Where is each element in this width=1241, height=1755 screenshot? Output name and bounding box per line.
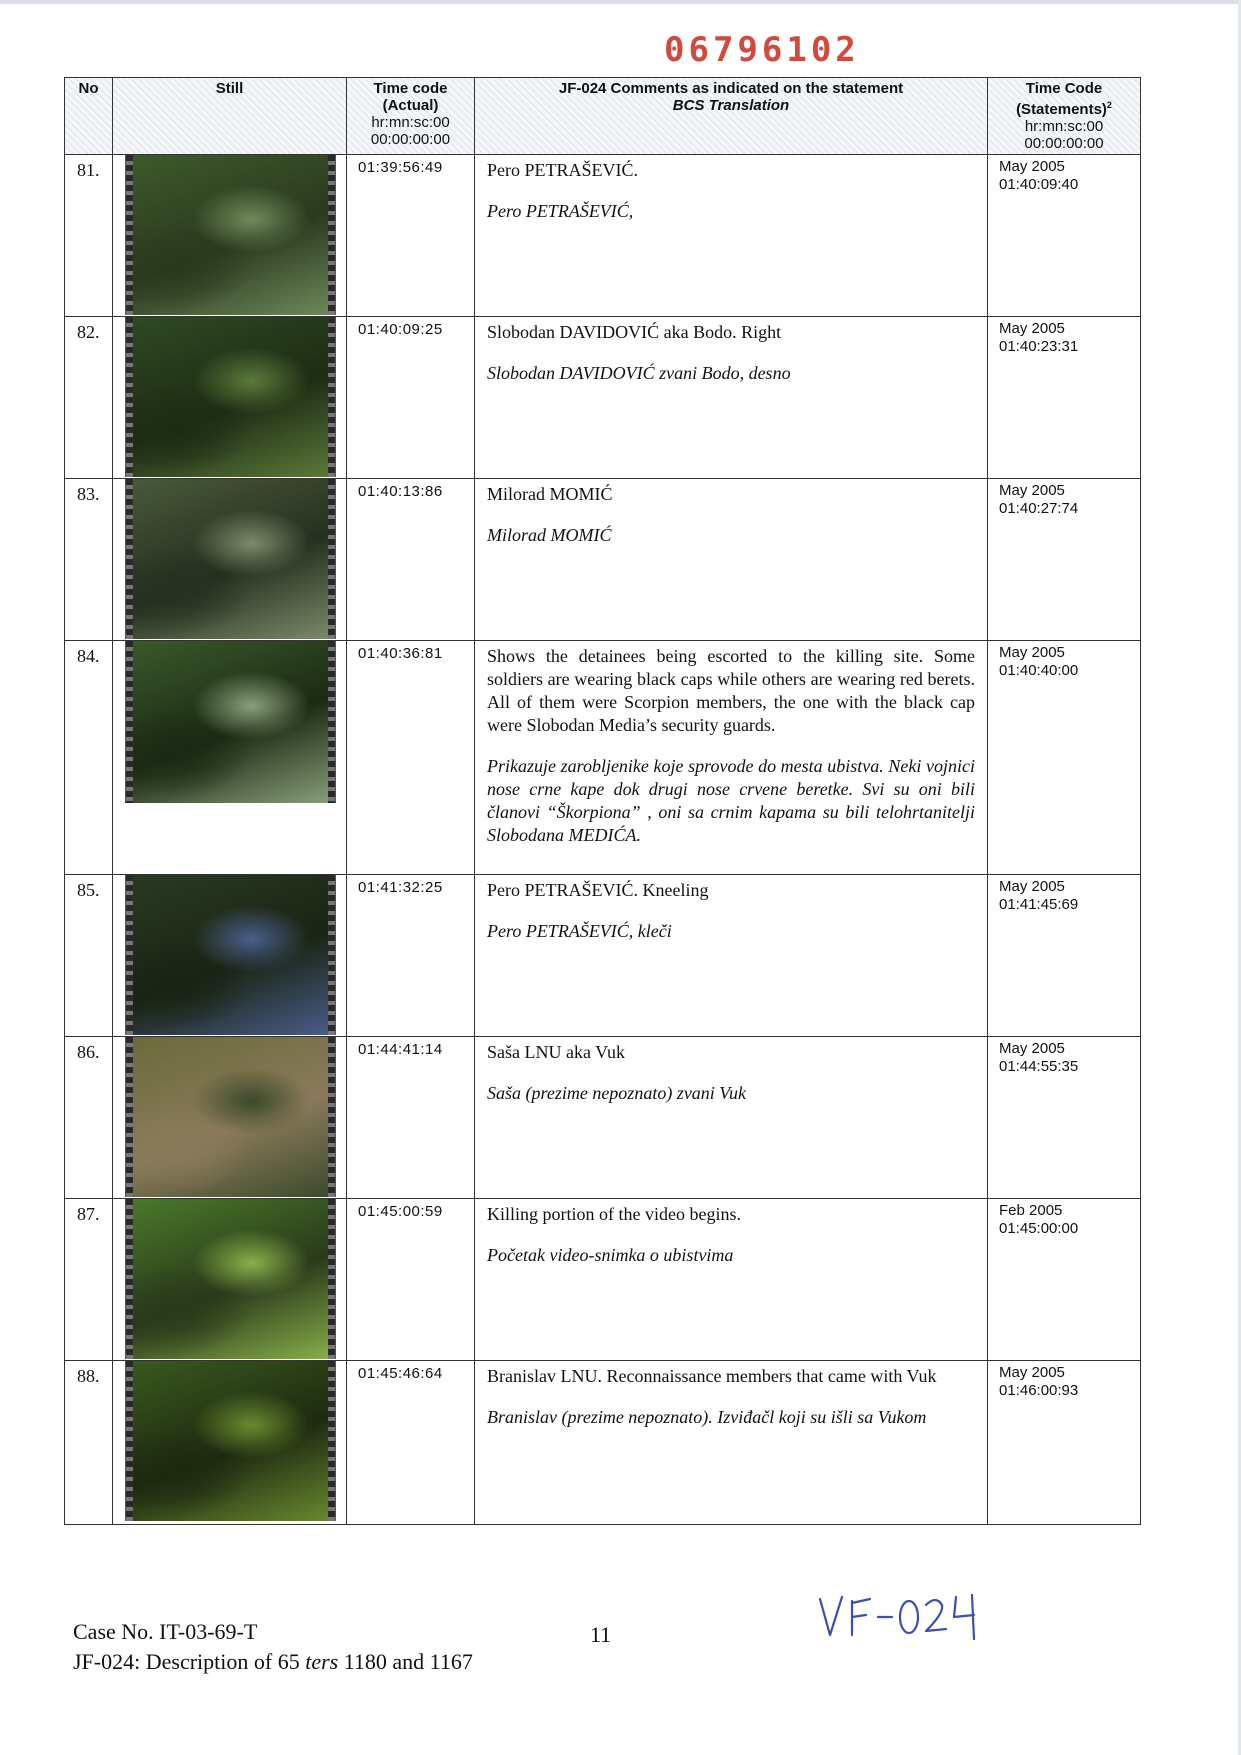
video-still-image bbox=[125, 155, 336, 315]
comment-bcs-translation: Početak video-snimka o ubistvima bbox=[487, 1245, 734, 1265]
row-number: 82. bbox=[65, 317, 113, 479]
comment-bcs-translation: Prikazuje zarobljenike koje sprovode do mesta ubistva. Neki vojnici nose crne kape dok drugi nose crvene beretke. Svi su oni bili članovi “Škorpiona” , oni sa crnim kapama su bili telohrtanitelji Slobodana MEDIĆA. bbox=[487, 756, 975, 845]
film-sprocket-right bbox=[328, 317, 335, 477]
film-sprocket-right bbox=[328, 641, 335, 803]
film-sprocket-right bbox=[328, 1037, 335, 1197]
table-row bbox=[65, 479, 1141, 641]
row-number: 87. bbox=[65, 1199, 113, 1361]
comment-cell bbox=[475, 641, 988, 875]
film-sprocket-left bbox=[126, 479, 133, 639]
film-sprocket-left bbox=[126, 155, 133, 315]
film-sprocket-right bbox=[328, 1361, 335, 1521]
statement-timecode: Feb 2005 01:45:00:00 bbox=[988, 1199, 1141, 1361]
comment-english: Milorad MOMIĆ bbox=[487, 484, 613, 504]
actual-timecode: 01:39:56:49 bbox=[347, 155, 475, 317]
film-sprocket-right bbox=[328, 155, 335, 315]
statement-timecode: May 2005 01:40:09:40 bbox=[988, 155, 1141, 317]
statement-timecode: May 2005 01:40:23:31 bbox=[988, 317, 1141, 479]
comment-english: Shows the detainees being escorted to the killing site. Some soldiers are wearing black caps while others are wearing red berets. All of them were Scorpion members, the one with the black cap were Slobodan Media’s security guards. bbox=[487, 646, 975, 735]
table-row bbox=[65, 1199, 1141, 1361]
statement-timecode: May 2005 01:41:45:69 bbox=[988, 875, 1141, 1037]
comment-english: Killing portion of the video begins. bbox=[487, 1204, 741, 1224]
comment-cell bbox=[475, 1361, 988, 1525]
header-statement-timecode: Time Code (Statements)$^2$ hr:mn:sc:00 00:00:00:00 bbox=[988, 78, 1141, 155]
footer-description: JF-024: Description of 65 ters 1180 and 1167 bbox=[73, 1649, 473, 1674]
comment-cell bbox=[475, 1199, 988, 1361]
table-row bbox=[65, 641, 1141, 875]
still-cell bbox=[113, 875, 347, 1037]
comment-bcs-translation: Milorad MOMIĆ bbox=[487, 525, 612, 545]
film-sprocket-left bbox=[126, 1199, 133, 1359]
actual-timecode: 01:45:46:64 bbox=[347, 1361, 475, 1525]
comment-cell bbox=[475, 317, 988, 479]
comment-cell bbox=[475, 1037, 988, 1199]
still-cell bbox=[113, 317, 347, 479]
film-sprocket-left bbox=[126, 875, 133, 1035]
statement-timecode: May 2005 01:46:00:93 bbox=[988, 1361, 1141, 1525]
page-number: 11 bbox=[590, 1622, 612, 1647]
row-number: 84. bbox=[65, 641, 113, 875]
table-row bbox=[65, 1361, 1141, 1525]
comment-cell bbox=[475, 155, 988, 317]
comment-bcs-translation: Pero PETRAŠEVIĆ, bbox=[487, 201, 634, 221]
film-sprocket-left bbox=[126, 1361, 133, 1521]
video-still-image bbox=[125, 875, 336, 1035]
header-comments: JF-024 Comments as indicated on the statement BCS Translation bbox=[475, 78, 988, 155]
film-sprocket-left bbox=[126, 1037, 133, 1197]
comment-bcs-translation: Pero PETRAŠEVIĆ, kleči bbox=[487, 921, 672, 941]
comment-bcs-translation: Saša (prezime nepoznato) zvani Vuk bbox=[487, 1083, 746, 1103]
table-row bbox=[65, 317, 1141, 479]
comment-english: Slobodan DAVIDOVIĆ aka Bodo. Right bbox=[487, 322, 782, 342]
transcript-table bbox=[64, 77, 1141, 1525]
statement-timecode: May 2005 01:40:27:74 bbox=[988, 479, 1141, 641]
film-sprocket-right bbox=[328, 479, 335, 639]
comment-bcs-translation: Slobodan DAVIDOVIĆ zvani Bodo, desno bbox=[487, 363, 791, 383]
row-number: 81. bbox=[65, 155, 113, 317]
page-top-edge bbox=[0, 0, 1241, 4]
actual-timecode: 01:40:09:25 bbox=[347, 317, 475, 479]
row-number: 85. bbox=[65, 875, 113, 1037]
comment-english: Branislav LNU. Reconnaissance members that came with Vuk bbox=[487, 1366, 937, 1386]
header-no: No bbox=[65, 78, 113, 155]
statement-timecode: May 2005 01:44:55:35 bbox=[988, 1037, 1141, 1199]
film-sprocket-left bbox=[126, 317, 133, 477]
still-cell bbox=[113, 1199, 347, 1361]
video-still-image bbox=[125, 1199, 336, 1359]
header-timecode: Time code (Actual) hr:mn:sc:00 00:00:00:00 bbox=[347, 78, 475, 155]
bates-number: 06796102 bbox=[664, 30, 860, 70]
actual-timecode: 01:45:00:59 bbox=[347, 1199, 475, 1361]
comment-english: Saša LNU aka Vuk bbox=[487, 1042, 626, 1062]
film-sprocket-right bbox=[328, 1199, 335, 1359]
comment-cell bbox=[475, 479, 988, 641]
video-still-image bbox=[125, 641, 336, 803]
row-number: 88. bbox=[65, 1361, 113, 1525]
table-row bbox=[65, 875, 1141, 1037]
video-still-image bbox=[125, 479, 336, 639]
footer-case-number: Case No. IT-03-69-T bbox=[73, 1619, 258, 1644]
video-still-image bbox=[125, 1037, 336, 1197]
row-number: 86. bbox=[65, 1037, 113, 1199]
statement-timecode: May 2005 01:40:40:00 bbox=[988, 641, 1141, 875]
handwritten-stamp bbox=[816, 1583, 986, 1658]
comment-english: Pero PETRAŠEVIĆ. bbox=[487, 160, 639, 180]
film-sprocket-left bbox=[126, 641, 133, 803]
actual-timecode: 01:44:41:14 bbox=[347, 1037, 475, 1199]
table-row bbox=[65, 155, 1141, 317]
actual-timecode: 01:40:36:81 bbox=[347, 641, 475, 875]
row-number: 83. bbox=[65, 479, 113, 641]
table-header-row bbox=[65, 78, 1141, 155]
video-still-image bbox=[125, 317, 336, 477]
video-still-image bbox=[125, 1361, 336, 1521]
still-cell bbox=[113, 479, 347, 641]
comment-cell bbox=[475, 875, 988, 1037]
still-cell bbox=[113, 1361, 347, 1525]
still-cell bbox=[113, 641, 347, 875]
comment-english: Pero PETRAŠEVIĆ. Kneeling bbox=[487, 880, 709, 900]
still-cell bbox=[113, 155, 347, 317]
still-cell bbox=[113, 1037, 347, 1199]
comment-bcs-translation: Branislav (prezime nepoznato). Izviđačl koji su išli sa Vukom bbox=[487, 1407, 927, 1427]
actual-timecode: 01:41:32:25 bbox=[347, 875, 475, 1037]
actual-timecode: 01:40:13:86 bbox=[347, 479, 475, 641]
table-row bbox=[65, 1037, 1141, 1199]
header-still: Still bbox=[113, 78, 347, 155]
film-sprocket-right bbox=[328, 875, 335, 1035]
